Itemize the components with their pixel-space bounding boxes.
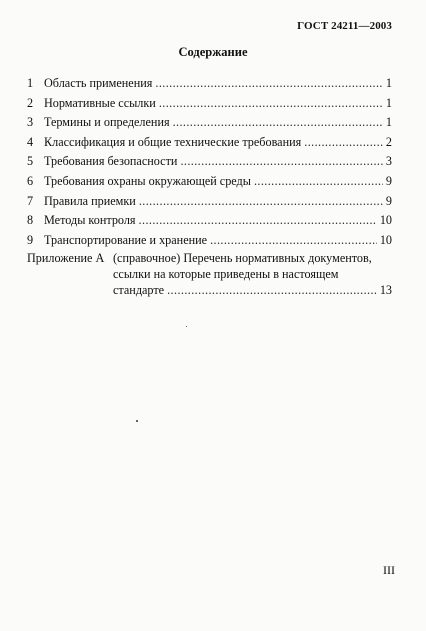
toc-entry-label: Термины и определения (44, 115, 170, 130)
toc-entry[interactable] (27, 113, 392, 133)
toc-leader-dots (139, 192, 383, 212)
toc-entry-label: Требования охраны окружающей среды (44, 173, 251, 188)
appendix-title-line: (справочное) Перечень нормативных документов, (113, 251, 372, 266)
toc-entry-number: 7 (27, 193, 34, 208)
toc-entry[interactable] (27, 211, 392, 231)
toc-entry[interactable] (27, 192, 392, 212)
toc-entry-number: 8 (27, 213, 34, 228)
toc-entry-page: 10 (379, 213, 392, 228)
toc-leader-dots (180, 152, 382, 172)
toc-entry-number: 6 (27, 173, 34, 188)
toc-leader-dots (210, 231, 377, 251)
appendix-title-line: ссылки на которые приведены в настоящем (113, 267, 339, 282)
toc-leader-dots (304, 133, 383, 153)
toc-entry[interactable] (27, 172, 392, 192)
toc-entry-label: Область применения (44, 76, 153, 90)
toc-leader-dots (159, 94, 383, 114)
toc-entry-page: 9 (385, 193, 392, 208)
toc-entry[interactable] (27, 94, 392, 114)
toc-leader-dots (155, 74, 383, 94)
appendix-title-line: стандарте (113, 283, 165, 298)
appendix-page: 13 (379, 283, 392, 298)
toc-entry-number: 3 (27, 115, 34, 130)
toc-leader-dots (173, 113, 383, 133)
toc-entry[interactable] (27, 133, 392, 153)
table-of-contents (27, 74, 392, 298)
scan-speck (136, 420, 138, 422)
toc-leader-dots (167, 282, 377, 298)
scan-speck (186, 326, 187, 327)
toc-entry-page: 1 (385, 95, 392, 110)
toc-entry-page: 1 (385, 76, 392, 90)
toc-entry-label: Нормативные ссылки (44, 95, 156, 110)
toc-entry[interactable] (27, 74, 392, 94)
toc-entry-label: Методы контроля (44, 213, 136, 228)
appendix-prefix: Приложение А (27, 251, 105, 266)
toc-entry-page: 9 (385, 173, 392, 188)
toc-entry-number: 5 (27, 154, 34, 169)
toc-entry-page: 1 (385, 115, 392, 130)
toc-entry-label: Требования безопасности (44, 154, 178, 169)
toc-appendix-entry[interactable] (27, 250, 392, 298)
toc-title: Содержание (178, 45, 248, 59)
toc-entry-label: Классификация и общие технические требования (44, 134, 302, 149)
toc-entry-label: Правила приемки (44, 193, 136, 208)
toc-entry-number: 4 (27, 134, 34, 149)
toc-entry-number: 2 (27, 95, 34, 110)
page-number: III (383, 563, 395, 577)
toc-entry-label: Транспортирование и хранение (44, 232, 208, 247)
toc-leader-dots (139, 211, 377, 231)
toc-entry[interactable] (27, 231, 392, 251)
toc-entry-number: 9 (27, 232, 34, 247)
toc-entry-page: 3 (385, 154, 392, 169)
standard-code: ГОСТ 24211—2003 (297, 20, 392, 32)
toc-entry-page: 10 (379, 232, 392, 247)
toc-entry-page: 2 (385, 134, 392, 149)
toc-entry-number: 1 (27, 76, 34, 90)
toc-leader-dots (254, 172, 383, 192)
toc-entry[interactable] (27, 152, 392, 172)
